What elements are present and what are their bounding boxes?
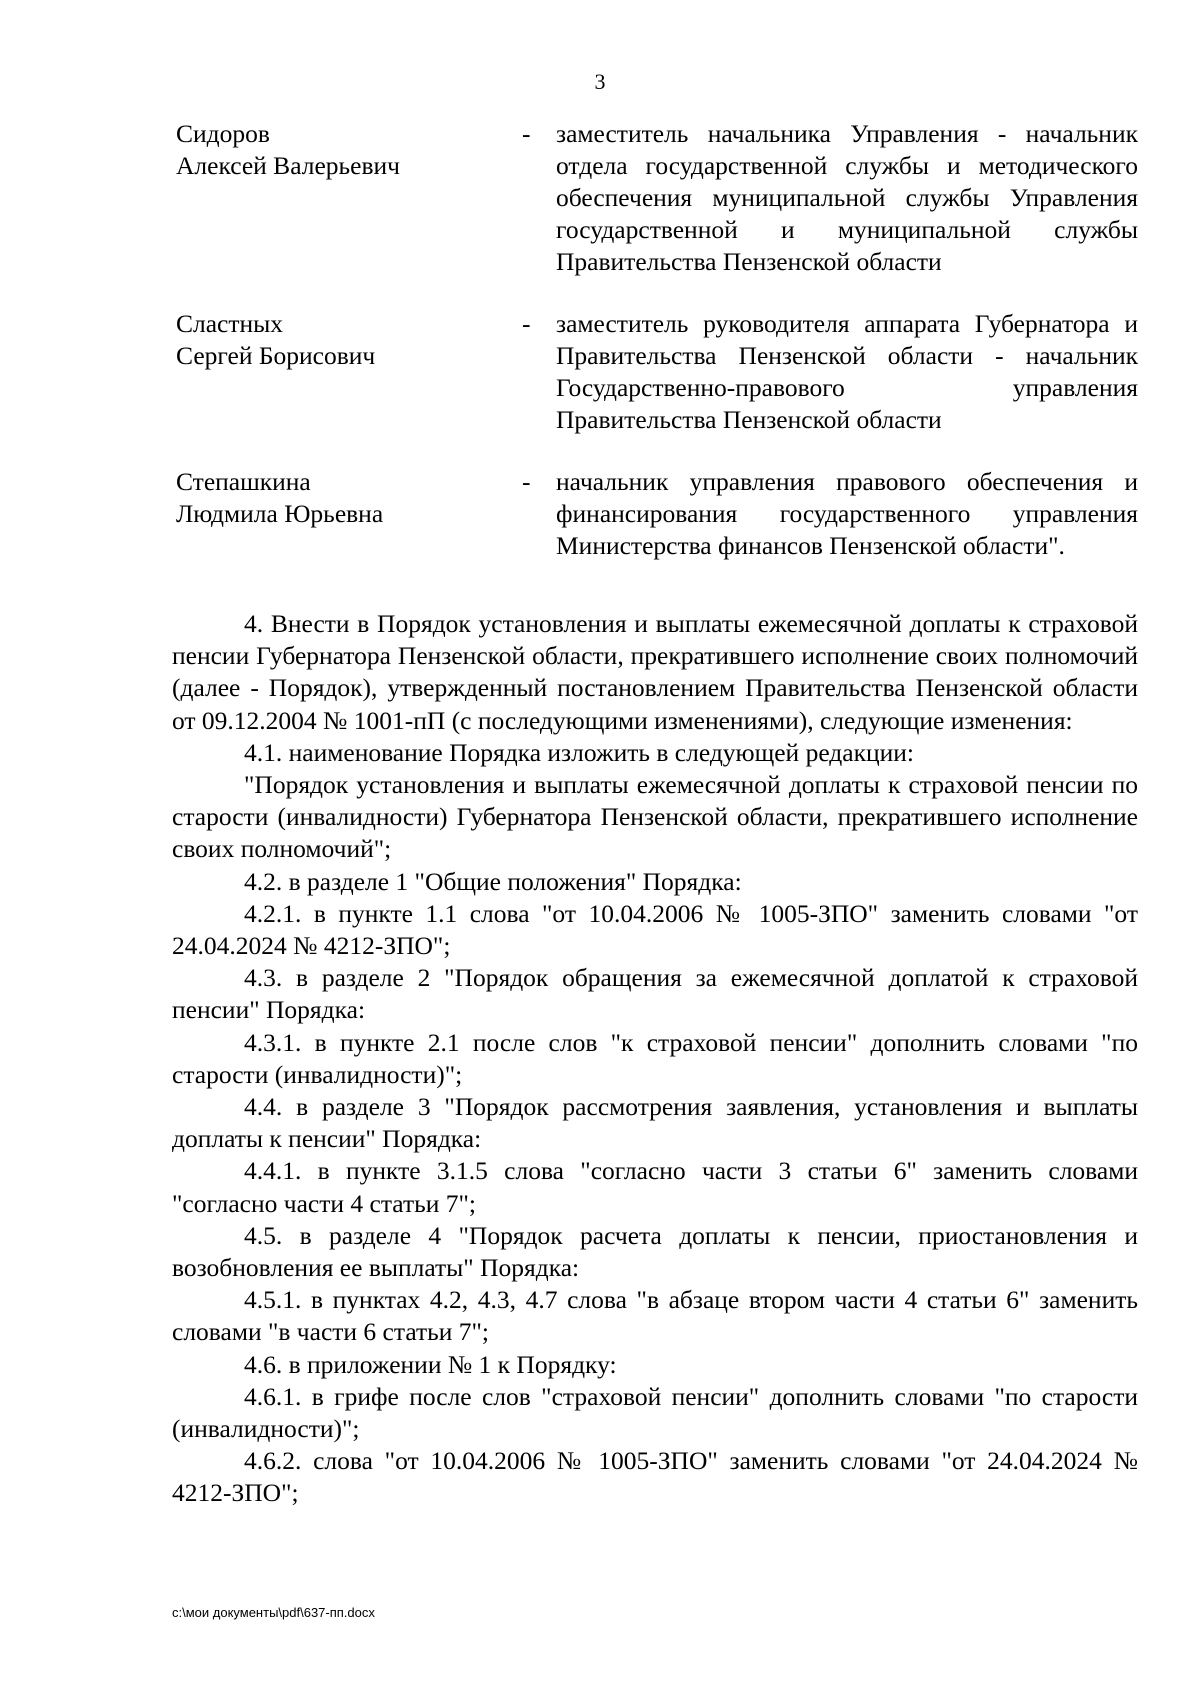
member-name: Сластных Сергей Борисович (176, 309, 376, 370)
member-row (176, 118, 1138, 278)
paragraph-4-6-2: 4.6.2. слова "от 10.04.2006 № 1005-ЗПО" заменить словами "от 24.04.2024 № 4212-ЗПО"; (172, 1446, 1138, 1508)
page-number: 3 (594, 69, 606, 94)
member-role: заместитель руководителя аппарата Губернатора и Правительства Пензенской области - начальник Государственно-правового управления Правительства Пензенской области (556, 309, 1138, 434)
footer-file-path: c:\мои документы\pdf\637-пп.docx (172, 1605, 375, 1620)
paragraph-4-6-1: 4.6.1. в грифе после слов "страховой пенсии" дополнить словами "по старости (инвалидности)"; (172, 1381, 1138, 1444)
document-body (172, 608, 1138, 1510)
paragraph-4-3-1: 4.3.1. в пункте 2.1 после слов "к страховой пенсии" дополнить словами "по старости (инвалидности)"; (172, 1027, 1138, 1089)
paragraph-4-2: 4.2. в разделе 1 "Общие положения" Порядка: (244, 866, 742, 896)
member-dash: - (522, 119, 531, 148)
paragraph-4-6: 4.6. в приложении № 1 к Порядку: (244, 1349, 617, 1379)
member-row (176, 466, 1138, 562)
member-dash: - (522, 309, 531, 338)
commission-members-list (176, 118, 1138, 592)
member-name: Сидоров Алексей Валерьевич (176, 119, 400, 180)
paragraph-4-4: 4.4. в разделе 3 "Порядок рассмотрения заявления, установления и выплаты доплаты к пенсии" Порядка: (172, 1092, 1138, 1154)
paragraph-4-5-1: 4.5.1. в пунктах 4.2, 4.3, 4.7 слова "в абзаце втором части 4 статьи 6" заменить словами "в части 6 статьи 7"; (172, 1285, 1138, 1347)
member-row (176, 308, 1138, 436)
paragraph-4-4-1: 4.4.1. в пункте 3.1.5 слова "согласно части 3 статьи 6" заменить словами "согласно части 4 статьи 7"; (172, 1156, 1138, 1218)
member-dash: - (522, 467, 531, 496)
paragraph-4-1: 4.1. наименование Порядка изложить в следующей редакции: (244, 737, 915, 767)
paragraph-4-5: 4.5. в разделе 4 "Порядок расчета доплаты к пенсии, приостановления и возобновления ее выплаты" Порядка: (172, 1220, 1138, 1283)
paragraph-4-1-quote: "Порядок установления и выплаты ежемесячной доплаты к страховой пенсии по старости (инвалидности) Губернатора Пензенской области, прекратившего исполнение своих полномочий"; (172, 770, 1138, 864)
member-name: Степашкина Людмила Юрьевна (176, 467, 384, 528)
paragraph-4-3: 4.3. в разделе 2 "Порядок обращения за ежемесячной доплатой к страховой пенсии" Порядка: (172, 963, 1138, 1025)
member-role: начальник управления правового обеспечения и финансирования государственного управления Министерства финансов Пензенской области". (556, 467, 1138, 560)
member-role: заместитель начальника Управления - начальник отдела государственной службы и методического обеспечения муниципальной службы Управления государственной и муниципальной службы Правительства Пензенской области (556, 119, 1138, 276)
paragraph-4-2-1: 4.2.1. в пункте 1.1 слова "от 10.04.2006 № 1005-ЗПО" заменить словами "от 24.04.2024 № 4212-ЗПО"; (172, 898, 1138, 961)
paragraph-4: 4. Внести в Порядок установления и выплаты ежемесячной доплаты к страховой пенсии Губернатора Пензенской области, прекратившего исполнение своих полномочий (далее - Порядок), утвержденный постановлением Правительства Пензенской области от 09.12.2004 № 1001-пП (с последующими изменениями), следующие изменения: (172, 609, 1138, 735)
